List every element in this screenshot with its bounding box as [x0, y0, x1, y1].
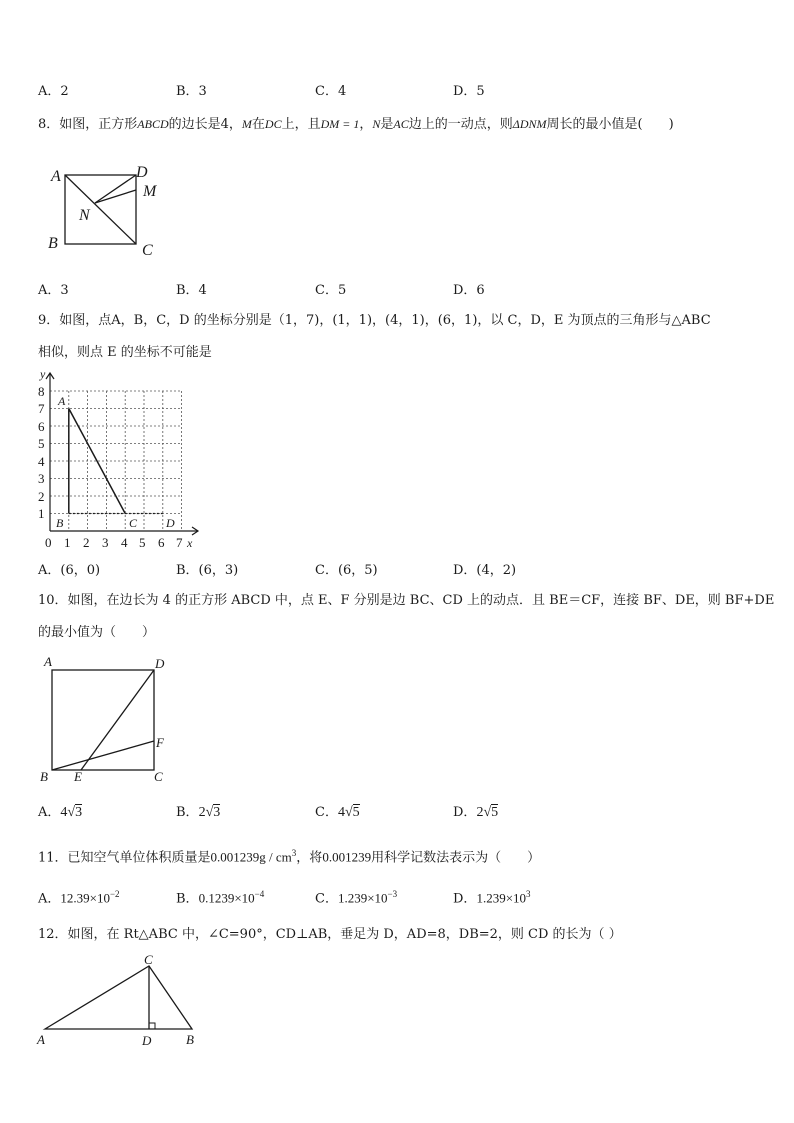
q10-option-b-letter: B． [176, 805, 199, 820]
q8-label-n: N [79, 207, 90, 224]
q10-question-line1: 10．如图，在边长为 4 的正方形 ABCD 中，点 E、F 分别是边 BC、CD 上的动点．且 BE＝CF，连接 BF、DE，则 BF+DE [38, 593, 775, 608]
q10-option-a-letter: A． [38, 805, 61, 820]
q10-option-d: D．2√5 [453, 805, 499, 820]
q10-label-e: E [74, 769, 82, 784]
q11-text-b: ，将 [296, 850, 323, 866]
q9-coordinate-graph [30, 365, 205, 555]
q11-option-d-base: 1.239×10 [476, 890, 527, 906]
q11-option-c [315, 890, 397, 905]
q11-option-b [176, 890, 264, 905]
q11-option-b-exp: −4 [254, 889, 265, 899]
q11-value2: 0.001239 [322, 849, 372, 865]
q10-label-a: A [44, 655, 52, 669]
q9-x-axis-label: x [187, 536, 193, 550]
q8-question [38, 118, 674, 131]
q10-label-c: C [154, 769, 163, 784]
q10-segment-bf [52, 741, 154, 770]
q9-x-tick-5: 5 [139, 535, 146, 550]
q10-option-a: A．4√3 [38, 805, 83, 820]
q9-x-tick-2: 2 [83, 535, 90, 550]
q9-point-b: B [56, 516, 64, 530]
q10-option-c-coef: 4 [337, 805, 345, 820]
q9-y-tick-7: 7 [38, 401, 45, 416]
q10-option-d-letter: D． [453, 805, 477, 820]
q11-text-a: 11．已知空气单位体积质量是 [38, 850, 211, 866]
q9-question-line1: 9．如图，点A，B，C，D 的坐标分别是（1，7)，(1，1)，(4，1)，(6，1)，以 C，D，E 为顶点的三角形与△ABC [38, 313, 711, 328]
q9-y-tick-4: 4 [38, 454, 45, 469]
q12-label-b: B [186, 1032, 194, 1047]
q11-option-b-letter: B． [176, 891, 199, 907]
q9-y-tick-8: 8 [38, 384, 45, 399]
q10-option-a-coef: 4 [60, 805, 68, 820]
q11-option-d-exp: 3 [526, 889, 531, 899]
q8-option-a: A．3 [38, 283, 69, 298]
q9-option-d: D．(4，2) [453, 563, 517, 578]
q9-option-c: C．(6，5) [315, 563, 378, 578]
q10-option-b: B．2√3 [176, 805, 221, 820]
q11-option-c-base: 1.239×10 [337, 890, 388, 906]
q11-option-c-exp: −3 [387, 889, 398, 899]
q11-option-c-letter: C． [315, 891, 338, 907]
q9-y-axis-label: y [40, 367, 46, 381]
q8-label-m: M [143, 183, 157, 200]
q9-option-b: B．(6，3) [176, 563, 239, 578]
q9-x-tick-3: 3 [102, 535, 109, 550]
q9-y-tick-6: 6 [38, 419, 45, 434]
q11-option-d-letter: D． [453, 891, 477, 907]
q11-value: 0.001239g / cm [210, 849, 292, 865]
q8-dm: DM = 1 [320, 117, 360, 131]
q12-question: 12．如图，在 Rt△ABC 中，∠C=90°，CD⊥AB，垂足为 D，AD=8，DB=2，则 CD 的长为（ ） [38, 927, 622, 942]
q7-option-a: A．2 [38, 84, 69, 99]
q9-y-tick-2: 2 [38, 489, 45, 504]
q10-label-f: F [156, 735, 164, 750]
q11-option-d [453, 890, 531, 905]
q10-option-c-radicand: 5 [352, 805, 360, 820]
q10-option-d-coef: 2 [476, 805, 484, 820]
q8-dc: DC [264, 117, 282, 131]
q10-option-d-radicand: 5 [491, 805, 499, 820]
q9-grid [50, 391, 182, 531]
q12-right-angle-mark [149, 1023, 155, 1029]
q10-option-c-letter: C． [315, 805, 338, 820]
q8-t5: 是 [380, 117, 394, 132]
q8-m: M [241, 117, 252, 131]
q9-x-tick-1: 1 [64, 535, 71, 550]
q11-option-a-exp: −2 [109, 889, 120, 899]
q9-y-tick-3: 3 [38, 471, 45, 486]
q8-option-c: C．5 [315, 283, 347, 298]
q9-point-d: D [166, 516, 175, 530]
q8-label-d: D [136, 164, 148, 181]
q9-y-tick-1: 1 [38, 506, 45, 521]
q12-triangle-abc [45, 966, 192, 1029]
q7-option-d: D．5 [453, 84, 485, 99]
q12-label-c: C [144, 952, 153, 967]
q8-segment-nm [95, 190, 136, 203]
q8-label-c: C [142, 242, 153, 259]
q9-x-tick-0: 0 [45, 535, 52, 550]
q12-label-a: A [37, 1032, 45, 1047]
q8-t6: 边上的一动点，则 [408, 117, 513, 132]
q10-option-c: C．4√5 [315, 805, 360, 820]
q10-option-b-radicand: 3 [213, 805, 221, 820]
q8-prefix: 8．如图，正方形 [38, 117, 138, 132]
q12-figure [32, 950, 212, 1050]
q7-option-c: C．4 [315, 84, 347, 99]
q10-label-d: D [155, 656, 165, 671]
q11-question [38, 849, 540, 864]
q9-option-a: A．(6，0) [38, 563, 101, 578]
q8-n: N [372, 117, 381, 131]
q11-option-b-base: 0.1239×10 [198, 890, 255, 906]
q8-triangle: ΔDNM [512, 117, 547, 131]
q8-t3: 上，且 [281, 117, 321, 132]
q11-option-a-letter: A． [38, 891, 61, 907]
q11-option-a [38, 890, 120, 905]
q8-diagonal-ac [65, 175, 136, 244]
q9-point-c: C [129, 516, 138, 530]
q11-text-c: 用科学记数法表示为（ ） [371, 850, 541, 866]
q8-label-a: A [51, 168, 61, 185]
q10-option-a-radicand: 3 [75, 805, 83, 820]
q8-figure [40, 160, 170, 260]
q11-sup: 3 [291, 848, 297, 858]
q8-t1: 的边长是4， [168, 117, 242, 132]
q9-x-tick-7: 7 [176, 535, 183, 550]
q8-label-b: B [48, 235, 58, 252]
q9-segment-ac [69, 409, 125, 514]
q10-figure [38, 655, 178, 785]
q10-option-b-coef: 2 [198, 805, 206, 820]
q10-label-b: B [40, 769, 48, 784]
q8-option-d: D．6 [453, 283, 485, 298]
q7-option-b: B．3 [176, 84, 207, 99]
q9-question-line2: 相似，则点 E 的坐标不可能是 [38, 345, 212, 360]
q8-option-b: B．4 [176, 283, 207, 298]
q10-question-line2: 的最小值为（ ） [38, 625, 156, 640]
q12-label-d: D [142, 1033, 152, 1048]
q8-t4: ， [359, 117, 373, 132]
q9-y-tick-5: 5 [38, 436, 45, 451]
q11-option-a-base: 12.39×10 [60, 890, 110, 906]
q9-point-a: A [58, 394, 66, 408]
q8-segment-nd [95, 175, 136, 203]
q9-x-tick-4: 4 [121, 535, 128, 550]
q8-t7: 周长的最小值是( ) [546, 117, 674, 132]
q8-square: ABCD [137, 117, 169, 131]
q10-segment-de [81, 670, 154, 770]
q8-ac: AC [393, 117, 409, 131]
q8-t2: 在 [251, 117, 265, 132]
q9-x-tick-6: 6 [158, 535, 165, 550]
